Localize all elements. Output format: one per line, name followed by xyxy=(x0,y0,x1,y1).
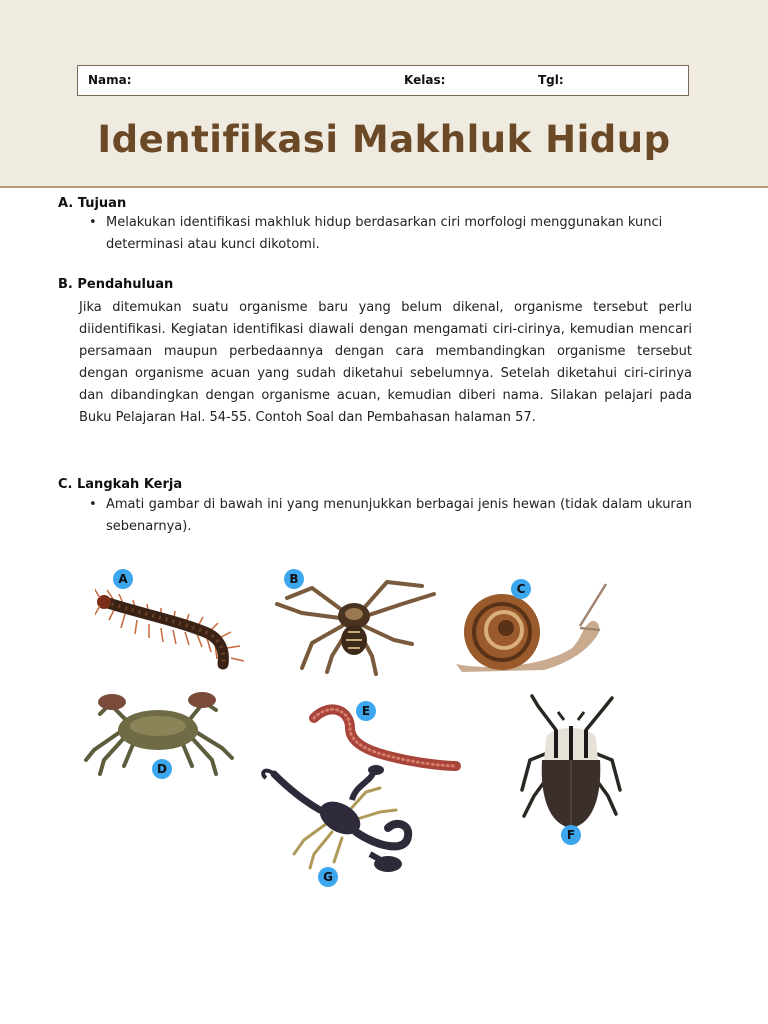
label-c: C xyxy=(511,579,531,599)
beetle-image xyxy=(516,694,626,834)
label-b: B xyxy=(284,569,304,589)
student-info-box xyxy=(77,65,689,96)
label-a: A xyxy=(113,569,133,589)
bullet-dot: • xyxy=(89,215,97,230)
nama-label: Nama: xyxy=(88,73,132,87)
label-f: F xyxy=(561,825,581,845)
tujuan-heading: A. Tujuan xyxy=(58,196,127,211)
pendahuluan-heading: B. Pendahuluan xyxy=(58,277,174,292)
langkah-heading: C. Langkah Kerja xyxy=(58,477,183,492)
kelas-label: Kelas: xyxy=(404,73,446,87)
label-d: D xyxy=(152,759,172,779)
tujuan-bullet-text: Melakukan identifikasi makhluk hidup berdasarkan ciri morfologi menggunakan kunci determinasi atau kunci dikotomi. xyxy=(106,215,663,252)
scorpion-image xyxy=(256,762,422,884)
label-e: E xyxy=(356,701,376,721)
bullet-dot: • xyxy=(89,497,97,512)
label-g: G xyxy=(318,867,338,887)
pendahuluan-paragraph: Jika ditemukan suatu organisme baru yang belum dikenal, organisme tersebut perlu diidentifikasi. Kegiatan identifikasi diawali dengan mengamati ciri-cirinya, kemudian mencari persamaan maupun perbedaannya dengan cara membandingkan organisme tersebut dengan organisme acuan yang sudah diketahui sebelumnya. Setelah diketahui ciri-cirinya dan dibandingkan dengan organisme acuan, kemudian diberi nama. Silakan pelajari pada Buku Pelajaran Hal. 54-55. Contoh Soal dan Pembahasan halaman 57. xyxy=(79,300,692,425)
page-title: Identifikasi Makhluk Hidup xyxy=(97,118,671,161)
tgl-label: Tgl: xyxy=(538,73,564,87)
langkah-bullet-text: Amati gambar di bawah ini yang menunjukkan berbagai jenis hewan (tidak dalam ukuran sebenarnya). xyxy=(106,497,692,534)
snail-image xyxy=(452,578,612,674)
